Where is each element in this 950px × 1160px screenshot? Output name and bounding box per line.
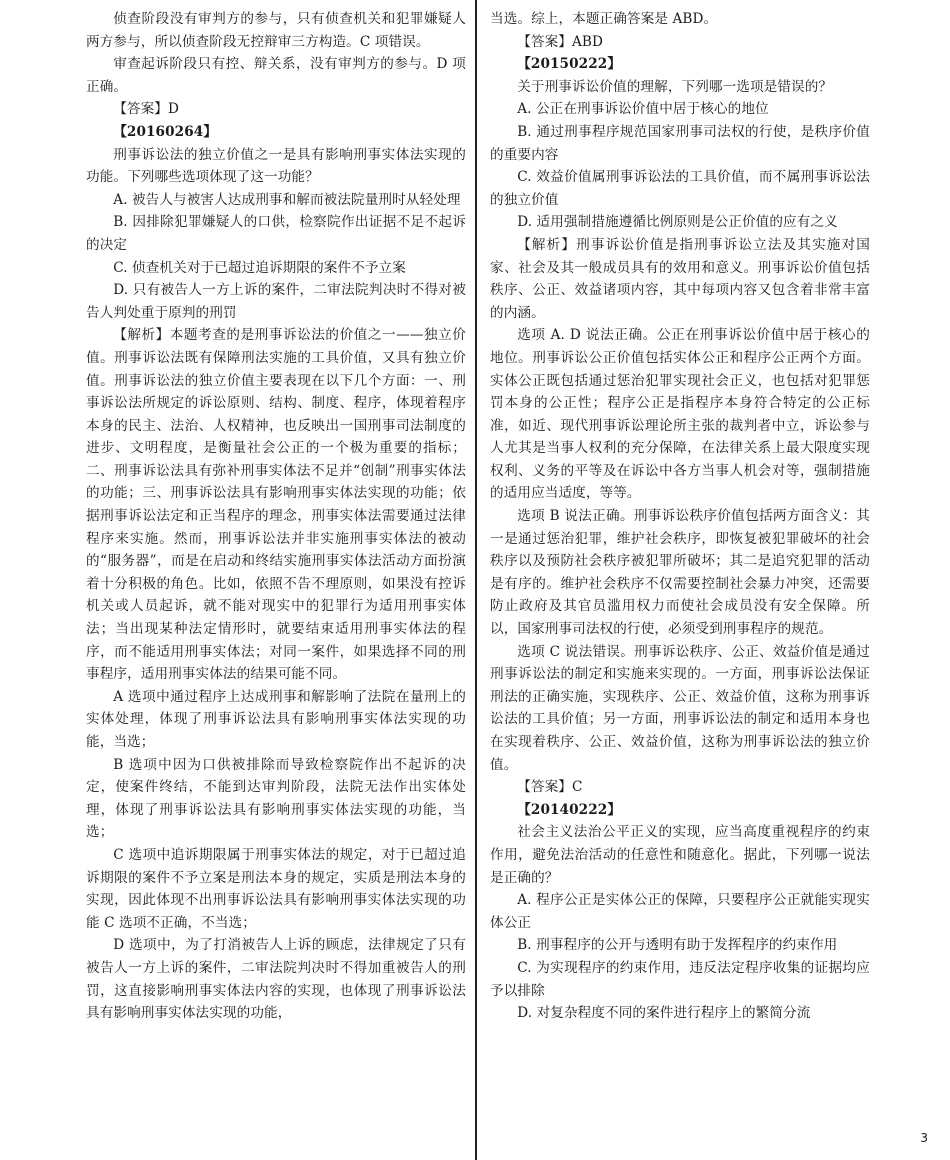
option-a: A. 被告人与被害人达成刑事和解而被法院量刑时从轻处理 bbox=[113, 191, 461, 208]
answer-label: 【答案】C bbox=[517, 779, 583, 796]
option-b: B. 因排除犯罪嫌疑人的口供，检察院作出证据不足不起诉的决定 bbox=[86, 214, 466, 253]
left-column bbox=[86, 8, 466, 1025]
paragraph: 当选。综上，本题正确答案是 ABD。 bbox=[490, 11, 718, 27]
analysis-paragraph: 选项 A. D 说法正确。公正在刑事诉讼价值中居于核心的地位。刑事诉讼公正价值包括实体公正和程序公正两个方面。实体公正既包括通过惩治犯罪实现社会正义，也包括对犯罪惩罚本身的公正性；程序公正是指程序本身符合特定的公正标准，如近、现代刑事诉讼理论所主张的裁判者中立，诉讼参与人尤其是当事人权利的充分保障，在法律关系上最大限度实现权利、义务的平等及在诉讼中各方当事人机会对等，强制措施的适用应当适度，等等。 bbox=[490, 327, 870, 502]
paragraph: 审查起诉阶段只有控、辩关系，没有审判方的参与。D 项正确。 bbox=[86, 56, 466, 95]
page-number: 3 bbox=[920, 1131, 928, 1145]
analysis-paragraph: B 选项中因为口供被排除而导致检察院作出不起诉的决定，使案件终结，不能到达审判阶段，法院无法作出实体处理，体现了刑事诉讼法具有影响刑事实体法实现的功能，当选； bbox=[86, 756, 466, 841]
question-stem: 社会主义法治公平正义的实现，应当高度重视程序的约束作用，避免法治活动的任意性和随意化。据此，下列哪一说法是正确的？ bbox=[490, 824, 870, 886]
option-c: C. 效益价值属刑事诉讼法的工具价值，而不属刑事诉讼法的独立价值 bbox=[490, 169, 870, 208]
option-d: D. 只有被告人一方上诉的案件，二审法院判决时不得对被告人判处重于原判的刑罚 bbox=[86, 282, 466, 321]
paragraph: 侦查阶段没有审判方的参与，只有侦查机关和犯罪嫌疑人两方参与，所以侦查阶段无控辩审三方构造。C 项错误。 bbox=[86, 11, 466, 50]
analysis-paragraph: 【解析】本题考查的是刑事诉讼法的价值之一——独立价值。刑事诉讼法既有保障刑法实施的工具价值，又具有独立价值。刑事诉讼法的独立价值主要表现在以下几个方面：一、刑事诉讼法所规定的诉讼原则、结构、制度、程序，体现着程序本身的民主、法治、人权精神，也反映出一国刑事司法制度的进步、文明程度，是衡量社会公正的一个极为重要的指标；二、刑事诉讼法具有弥补刑事实体法不足并“创制”刑事实体法的功能；三、刑事诉讼法具有影响刑事实体法实现的功能；依据刑事诉讼法定和正当程序的理念，刑事实体法需要通过法律程序来实施。然而，刑事诉讼法并非实施刑事实体法的被动的“服务器”，而是在启动和终结实施刑事实体法活动方面扮演着十分积极的角色。比如，依照不告不理原则，如果没有控诉机关或人员起诉，就不能对现实中的犯罪行为适用刑事实体法；当出现某种法定情形时，就要结束适用刑事实体法的程序，而不能适用刑事实体法；对同一案件，如果选择不同的刑事程序，适用刑事实体法的结果可能不同。 bbox=[86, 327, 466, 683]
question-stem: 刑事诉讼法的独立价值之一是具有影响刑事实体法实现的功能。下列哪些选项体现了这一功能？ bbox=[86, 146, 466, 186]
option-d: D. 适用强制措施遵循比例原则是公正价值的应有之义 bbox=[517, 214, 838, 231]
question-id: 【20160264】 bbox=[113, 123, 218, 140]
analysis-paragraph: C 选项中追诉期限属于刑事实体法的规定，对于已超过追诉期限的案件不予立案是刑法本身的规定，实质是刑法本身的实现，因此体现不出刑事诉讼法具有影响刑事实体法实现的功能 C 选项不正确，不当选； bbox=[86, 846, 466, 931]
question-id: 【20140222】 bbox=[517, 801, 622, 818]
analysis-paragraph: A 选项中通过程序上达成刑事和解影响了法院在量刑上的实体处理，体现了刑事诉讼法具有影响刑事实体法实现的功能，当选； bbox=[86, 688, 466, 750]
question-stem: 关于刑事诉讼价值的理解，下列哪一选项是错误的？ bbox=[517, 78, 833, 95]
question-id: 【20150222】 bbox=[517, 56, 622, 73]
option-a: A. 公正在刑事诉讼价值中居于核心的地位 bbox=[517, 101, 769, 118]
analysis-paragraph: 选项 C 说法错误。刑事诉讼秩序、公正、效益价值是通过刑事诉讼法的制定和实施来实现的。一方面，刑事诉讼法保证刑法的正确实施，实现秩序、公正、效益价值，这称为刑事诉讼法的工具价值；另一方面，刑事诉讼法的制定和适用本身也在实现着秩序、公正、效益价值，这称为刑事诉讼法的独立价值。 bbox=[490, 643, 870, 773]
option-a: A. 程序公正是实体公正的保障，只要程序公正就能实现实体公正 bbox=[490, 892, 870, 931]
right-column bbox=[490, 8, 870, 1025]
option-c: C. 侦查机关对于已超过追诉期限的案件不予立案 bbox=[113, 259, 406, 276]
analysis-paragraph: 选项 B 说法正确。刑事诉讼秩序价值包括两方面含义：其一是通过惩治犯罪，维护社会秩序，即恢复被犯罪破坏的社会秩序以及预防社会秩序被犯罪所破坏；其二是追究犯罪的活动是有序的。维护社会秩序不仅需要控制社会暴力冲突，还需要防止政府及其官员滥用权力而使社会成员没有安全保障。所以，国家刑事司法权的行使，必须受到刑事程序的规范。 bbox=[490, 508, 870, 638]
option-b: B. 刑事程序的公开与透明有助于发挥程序的约束作用 bbox=[517, 937, 838, 954]
option-b: B. 通过刑事程序规范国家刑事司法权的行使，是秩序价值的重要内容 bbox=[490, 123, 870, 163]
option-d: D. 对复杂程度不同的案件进行程序上的繁简分流 bbox=[517, 1005, 811, 1022]
analysis-paragraph: D 选项中，为了打消被告人上诉的顾虑，法律规定了只有被告人一方上诉的案件，二审法院判决时不得加重被告人的刑罚，这直接影响刑事实体法内容的实现，也体现了刑事诉讼法具有影响刑事实体法实现的功能， bbox=[86, 937, 466, 1022]
answer-label: 【答案】D bbox=[113, 101, 179, 118]
option-c: C. 为实现程序的约束作用，违反法定程序收集的证据均应予以排除 bbox=[490, 959, 870, 999]
analysis-paragraph: 【解析】刑事诉讼价值是指刑事诉讼立法及其实施对国家、社会及其一般成员具有的效用和意义。刑事诉讼价值包括秩序、公正、效益诸项内容，其中每项内容又包含着非常丰富的内涵。 bbox=[490, 236, 870, 321]
answer-label: 【答案】ABD bbox=[517, 33, 603, 50]
column-divider bbox=[475, 0, 477, 1160]
